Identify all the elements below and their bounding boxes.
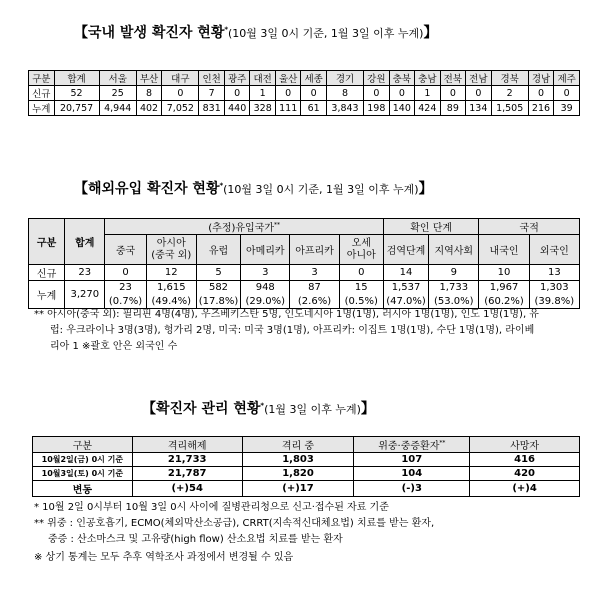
domestic-cell: 0 (364, 86, 390, 101)
management-row-change (33, 481, 580, 497)
management-cell: 10월2일(금) 0시 기준 (33, 453, 133, 467)
overseas-new-row (29, 265, 580, 281)
domestic-cell: 61 (301, 101, 327, 116)
management-header-cell: 격리해제 (132, 437, 242, 453)
domestic-header-cell: 강원 (364, 71, 390, 86)
overseas-title-main: 【해외유입 확진자 현황 (74, 181, 220, 197)
overseas-cumulative-cell: 23 (105, 281, 146, 295)
domestic-header-cell: 경북 (491, 71, 528, 86)
domestic-header-cell: 대전 (250, 71, 276, 86)
management-cell: (+)54 (132, 481, 242, 497)
management-cell: (-)3 (354, 481, 470, 497)
domestic-new-row (29, 86, 580, 101)
overseas-h-region-sup: ** (274, 221, 281, 229)
domestic-cell: 134 (466, 101, 492, 116)
domestic-title-close: 】 (423, 25, 438, 41)
domestic-cell: 216 (528, 101, 554, 116)
domestic-cell: 신규 (29, 86, 55, 101)
overseas-table (28, 218, 580, 309)
management-footnote-line-1: * 10월 2일 0시부터 10월 3일 0시 사이에 질병관리청으로 신고·접수된 자료 기준 (34, 502, 389, 513)
domestic-cell: 0 (301, 86, 327, 101)
management-cell: 107 (354, 453, 470, 467)
domestic-cell: 7 (199, 86, 225, 101)
overseas-percent-cell: (17.8%) (196, 295, 240, 309)
overseas-h-africa: 아프리카 (290, 235, 339, 265)
domestic-cell: 8 (136, 86, 162, 101)
overseas-footnote-line-3: 리아 1 ※괄호 안은 외국인 수 (50, 341, 178, 352)
management-header-cell: 구분 (33, 437, 133, 453)
domestic-cell: 8 (326, 86, 363, 101)
overseas-cumulative-cell: 1,967 (479, 281, 529, 295)
domestic-cell: 424 (415, 101, 441, 116)
management-title (142, 398, 375, 418)
domestic-title-sup: * (224, 25, 229, 34)
overseas-h-foreign: 외국인 (529, 235, 579, 265)
domestic-cell: 누계 (29, 101, 55, 116)
overseas-h-asia-2: (중국 외) (151, 249, 192, 261)
overseas-percent-cell: (29.0%) (241, 295, 290, 309)
domestic-cell: 20,757 (54, 101, 99, 116)
domestic-cumulative-row (29, 101, 580, 116)
overseas-cumulative-cell: 1,733 (429, 281, 479, 295)
overseas-new-cell: 3 (241, 265, 290, 281)
overseas-h-region-text: (추정)유입국가 (208, 223, 275, 234)
overseas-footnote (34, 307, 539, 355)
overseas-new-cell: 13 (529, 265, 579, 281)
overseas-h-asia (146, 235, 196, 265)
domestic-header-cell: 충남 (415, 71, 441, 86)
overseas-cumulative-cell: 1,615 (146, 281, 196, 295)
overseas-percent-cell: (2.6%) (290, 295, 339, 309)
overseas-h-region (105, 219, 383, 235)
overseas-percent-cell: (49.4%) (146, 295, 196, 309)
management-cell: 104 (354, 467, 470, 481)
overseas-cumulative-cell: 87 (290, 281, 339, 295)
overseas-cumulative-row (29, 281, 580, 295)
domestic-header-cell: 울산 (275, 71, 301, 86)
overseas-new-label: 신규 (29, 265, 65, 281)
management-title-sub: (1월 3일 이후 누계) (264, 403, 361, 416)
management-cell: 1,803 (242, 453, 354, 467)
overseas-h-quarantine: 검역단계 (383, 235, 428, 265)
management-cell: (+)17 (242, 481, 354, 497)
overseas-h-oceania-1: 오세 (351, 237, 371, 249)
domestic-cell: 1 (250, 86, 276, 101)
overseas-header-row-2 (29, 235, 580, 265)
management-cell: 416 (470, 453, 580, 467)
domestic-title (74, 22, 437, 42)
overseas-new-cell: 10 (479, 265, 529, 281)
overseas-new-cell: 23 (65, 265, 105, 281)
overseas-title (74, 178, 433, 198)
management-header-row (33, 437, 580, 453)
domestic-header-row (29, 71, 580, 86)
domestic-header-cell: 광주 (224, 71, 250, 86)
domestic-cell: 4,944 (99, 101, 136, 116)
overseas-h-gubun: 구분 (29, 219, 65, 265)
domestic-cell: 0 (224, 86, 250, 101)
overseas-cumulative-cell: 1,303 (529, 281, 579, 295)
overseas-h-europe: 유럽 (196, 235, 240, 265)
overseas-new-cell: 0 (339, 265, 383, 281)
domestic-cell: 3,843 (326, 101, 363, 116)
domestic-cell: 111 (275, 101, 301, 116)
domestic-cell: 0 (554, 86, 580, 101)
domestic-cell: 0 (440, 86, 466, 101)
overseas-percent-cell: (53.0%) (429, 295, 479, 309)
domestic-title-main: 【국내 발생 확진자 현황 (74, 25, 225, 41)
management-footnote-line-2: ** 위중 : 인공호흡기, ECMO(체외막산소공급), CRRT(지속적신대체요법) 치료를 받는 환자, (34, 518, 435, 529)
overseas-cumulative-total: 3,270 (65, 281, 105, 309)
domestic-cell: 831 (199, 101, 225, 116)
domestic-cell: 0 (528, 86, 554, 101)
overseas-h-china: 중국 (105, 235, 146, 265)
management-footnote (34, 500, 434, 566)
overseas-new-cell: 12 (146, 265, 196, 281)
domestic-cell: 7,052 (162, 101, 199, 116)
overseas-title-sub: (10월 3일 0시 기준, 1월 3일 이후 누계) (223, 183, 419, 196)
overseas-percent-cell: (60.2%) (479, 295, 529, 309)
domestic-cell: 0 (466, 86, 492, 101)
domestic-header-cell: 부산 (136, 71, 162, 86)
domestic-cell: 1,505 (491, 101, 528, 116)
management-row-oct3 (33, 467, 580, 481)
domestic-cell: 440 (224, 101, 250, 116)
domestic-header-cell: 제주 (554, 71, 580, 86)
management-header-cell: 격리 중 (242, 437, 354, 453)
management-header-cell (354, 437, 470, 453)
overseas-percent-cell: (0.5%) (339, 295, 383, 309)
overseas-new-cell: 0 (105, 265, 146, 281)
management-header-cell: 사망자 (470, 437, 580, 453)
management-cell: 1,820 (242, 467, 354, 481)
domestic-cell: 402 (136, 101, 162, 116)
domestic-table (28, 70, 580, 116)
management-title-close: 】 (360, 401, 375, 417)
overseas-footnote-line-2: 럽: 우크라이나 3명(3명), 헝가리 2명, 미국: 미국 3명(1명), 아프리카: 이집트 1명(1명), 수단 1명(1명), 라이베 (50, 325, 535, 336)
overseas-footnote-line-1: ** 아시아(중국 외): 필리핀 4명(4명), 우즈베키스탄 5명, 인도네시아 1명(1명), 러시아 1명(1명), 인도 1명(1명), 유 (34, 309, 539, 320)
domestic-header-cell: 합계 (54, 71, 99, 86)
overseas-cumulative-cell: 582 (196, 281, 240, 295)
management-row-oct2 (33, 453, 580, 467)
management-cell: 10월3일(토) 0시 기준 (33, 467, 133, 481)
overseas-percent-cell: (47.0%) (383, 295, 428, 309)
overseas-cumulative-label: 누계 (29, 281, 65, 309)
domestic-cell: 39 (554, 101, 580, 116)
domestic-cell: 2 (491, 86, 528, 101)
overseas-h-korean: 내국인 (479, 235, 529, 265)
overseas-percent-cell: (39.8%) (529, 295, 579, 309)
domestic-header-cell: 인천 (199, 71, 225, 86)
management-table (32, 436, 580, 497)
overseas-new-cell: 9 (429, 265, 479, 281)
domestic-cell: 328 (250, 101, 276, 116)
domestic-header-cell: 세종 (301, 71, 327, 86)
overseas-h-local: 지역사회 (429, 235, 479, 265)
management-header-critical: 위중·중증환자 (378, 441, 440, 452)
domestic-cell: 89 (440, 101, 466, 116)
domestic-cell: 52 (54, 86, 99, 101)
overseas-h-asia-1: 아시아 (156, 237, 186, 249)
management-title-sup: * (260, 401, 265, 410)
management-title-main: 【확진자 관리 현황 (142, 401, 261, 417)
domestic-cell: 0 (275, 86, 301, 101)
overseas-header-row-1 (29, 219, 580, 235)
domestic-title-sub: (10월 3일 0시 기준, 1월 3일 이후 누계) (228, 27, 424, 40)
domestic-header-cell: 서울 (99, 71, 136, 86)
overseas-h-total: 합계 (65, 219, 105, 265)
overseas-new-cell: 3 (290, 265, 339, 281)
management-cell: 21,787 (132, 467, 242, 481)
overseas-cumulative-cell: 948 (241, 281, 290, 295)
domestic-header-cell: 충북 (389, 71, 415, 86)
overseas-title-sup: * (219, 181, 224, 190)
domestic-cell: 1 (415, 86, 441, 101)
domestic-header-cell: 경남 (528, 71, 554, 86)
domestic-cell: 198 (364, 101, 390, 116)
domestic-header-cell: 대구 (162, 71, 199, 86)
overseas-percent-cell: (0.7%) (105, 295, 146, 309)
overseas-new-cell: 5 (196, 265, 240, 281)
overseas-h-check: 확인 단계 (383, 219, 479, 235)
overseas-cumulative-cell: 1,537 (383, 281, 428, 295)
overseas-title-close: 】 (418, 181, 433, 197)
domestic-cell: 140 (389, 101, 415, 116)
domestic-header-cell: 전남 (466, 71, 492, 86)
overseas-h-oceania-2: 아니아 (346, 249, 376, 261)
overseas-cumulative-cell: 15 (339, 281, 383, 295)
management-footnote-line-3: 중증 : 산소마스크 및 고유량(high flow) 산소요법 치료를 받는 환자 (48, 534, 343, 545)
domestic-header-cell: 경기 (326, 71, 363, 86)
management-header-critical-sup: ** (439, 439, 446, 447)
management-cell: 420 (470, 467, 580, 481)
domestic-cell: 25 (99, 86, 136, 101)
management-cell: 변동 (33, 481, 133, 497)
domestic-cell: 0 (162, 86, 199, 101)
domestic-header-cell: 구분 (29, 71, 55, 86)
domestic-header-cell: 전북 (440, 71, 466, 86)
overseas-h-america: 아메리카 (241, 235, 290, 265)
overseas-h-oceania (339, 235, 383, 265)
management-cell: (+)4 (470, 481, 580, 497)
management-cell: 21,733 (132, 453, 242, 467)
overseas-h-nationality: 국적 (479, 219, 580, 235)
domestic-cell: 0 (389, 86, 415, 101)
overseas-new-cell: 14 (383, 265, 428, 281)
management-footnote-line-4: ※ 상기 통계는 모두 추후 역학조사 과정에서 변경될 수 있음 (34, 552, 294, 563)
